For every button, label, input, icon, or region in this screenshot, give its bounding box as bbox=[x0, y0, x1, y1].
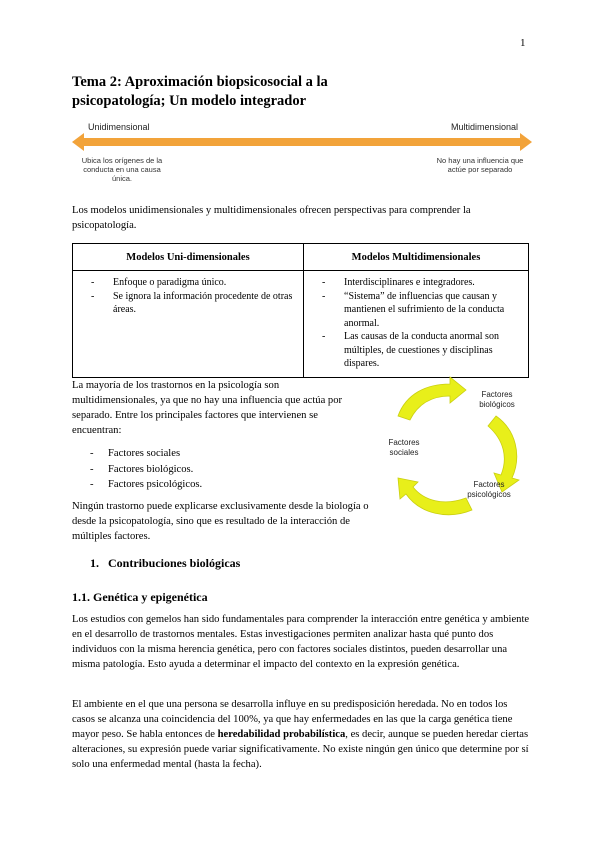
majority-paragraph: La mayoría de los trastornos en la psicología son multidimensionales, ya que no hay una influencia que actúa por separado. Entre los principales factores que intervienen se encuentran: bbox=[72, 380, 343, 436]
double-arrow-icon bbox=[72, 132, 532, 152]
list-item: - Las causas de la conducta anormal son múltiples, de cuestiones y disciplinas dispares. bbox=[312, 330, 520, 371]
intro-paragraph: Los modelos unidimensionales y multidimensionales ofrecen perspectivas para comprender la psicopatología. bbox=[72, 205, 471, 231]
psicologicos-label: Factores psicológicos bbox=[467, 480, 511, 499]
list-item: - Factores biológicos. bbox=[72, 462, 202, 478]
list-item: - Se ignora la información procedente de otras áreas. bbox=[81, 290, 295, 317]
para2-bold-term: heredabilidad probabilística bbox=[217, 729, 346, 740]
list-item: - Enfoque o paradigma único. bbox=[81, 276, 295, 290]
double-arrow-shape bbox=[72, 133, 532, 151]
multi-header: Modelos Multidimensionales bbox=[304, 244, 529, 271]
list-item: - Factores sociales bbox=[72, 446, 202, 462]
dimension-spectrum bbox=[72, 118, 532, 190]
page-number: 1 bbox=[520, 37, 526, 49]
spectrum-right-description: No hay una influencia que actúe por separado bbox=[436, 156, 524, 174]
spectrum-right-label: Multidimensional bbox=[450, 122, 518, 132]
uni-cell bbox=[73, 271, 304, 378]
subsection-heading: 1.1. Genética y epigenética bbox=[72, 590, 208, 604]
uni-header: Modelos Uni-dimensionales bbox=[73, 244, 304, 271]
spectrum-left-label: Unidimensional bbox=[88, 122, 150, 132]
section-title: Contribuciones biológicas bbox=[108, 556, 241, 570]
biologicos-label: Factores biológicos bbox=[479, 390, 515, 409]
section-heading bbox=[90, 556, 240, 571]
para2-after: , es decir, aunque se pueden heredar ciertas alteraciones, su expresión puede variar significativamente. No existe ningún gen único que determine por sí solo una enfermedad mental (hasta la fecha). bbox=[72, 729, 529, 770]
list-item: - Interdisciplinares e integradores. bbox=[312, 276, 520, 290]
factors-cycle-diagram bbox=[380, 376, 530, 521]
environment-paragraph bbox=[72, 697, 532, 772]
multi-cell bbox=[304, 271, 529, 378]
spectrum-left-description: Ubica los orígenes de la conducta en una causa única. bbox=[81, 156, 163, 183]
sociales-label: Factores sociales bbox=[388, 438, 420, 457]
genetics-paragraph: Los estudios con gemelos han sido fundamentales para comprender la interacción entre genética y ambiente en el desarrollo de trastornos mentales. Estas investigaciones permiten analizar hasta qué punto dos individuos con la misma herencia genética, pero con factores sociales distintos, pueden desarrollar una misma patología. Esto ayuda a determinar el impacto del contexto en la expresión genética. bbox=[72, 614, 530, 670]
cycle-arrow-top bbox=[398, 377, 466, 420]
page-title: Tema 2: Aproximación biopsicosocial a la psicopatología; Un modelo integrador bbox=[72, 74, 328, 109]
factors-list bbox=[72, 446, 202, 493]
models-comparison-table bbox=[72, 243, 529, 378]
para2-before: El ambiente en el que una persona se desarrolla influye en su predisposición heredada. No en todos los casos se alcanza una coincidencia del 100%, ya que hay enfermedades en las que la carga genética tiene mayor peso. Se habla entonces de bbox=[72, 699, 513, 740]
list-item: - “Sistema” de influencias que causan y mantienen el sufrimiento de la conducta anormal. bbox=[312, 290, 520, 331]
table-header-row bbox=[73, 244, 529, 271]
ninguno-paragraph: Ningún trastorno puede explicarse exclusivamente desde la biología o desde la psicopatología, sino que es resultado de la interacción de múltiples factores. bbox=[72, 501, 369, 542]
list-item: - Factores psicológicos. bbox=[72, 477, 202, 493]
table-row bbox=[73, 271, 529, 378]
section-number: 1. bbox=[90, 556, 99, 570]
